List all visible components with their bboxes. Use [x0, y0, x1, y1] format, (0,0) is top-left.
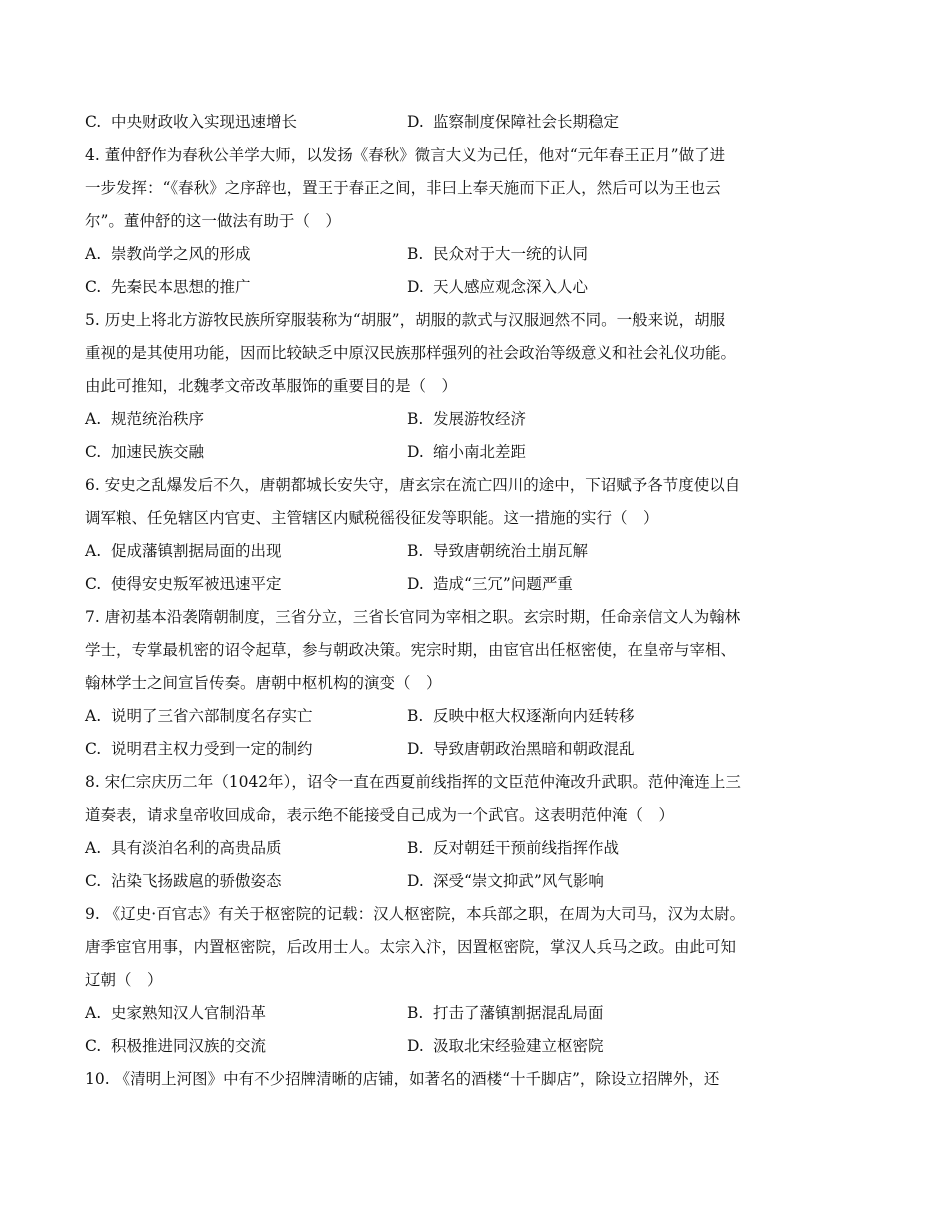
option-row — [85, 733, 885, 766]
option-d — [407, 568, 573, 601]
question-stem-line: 由此可推知，北魏孝文帝改革服饰的重要目的是（ ） — [85, 377, 458, 395]
option-text: 积极推进同汉族的交流 — [111, 1037, 267, 1055]
option-text: 促成藩镇割据局面的出现 — [111, 542, 282, 560]
question-stem-line: 学士，专掌最机密的诏令起草，参与朝政决策。宪宗时期，由宦官出任枢密使，在皇帝与宰相、 — [85, 641, 737, 659]
question-stem-line: 6. 安史之乱爆发后不久，唐朝都城长安失守，唐玄宗在流亡四川的途中，下诏赋予各节度使以自 — [85, 476, 741, 494]
option-text: 史家熟知汉人官制沿革 — [111, 1004, 267, 1022]
question-5 — [85, 304, 885, 469]
question-stem-line: 8. 宋仁宗庆历二年（1042年），诏令一直在西夏前线指挥的文臣范仲淹改升武职。范仲淹连上三 — [85, 773, 741, 791]
question-stem-line: 翰林学士之间宣旨传奏。唐朝中枢机构的演变（ ） — [85, 674, 442, 692]
option-text: 反对朝廷干预前线指挥作战 — [433, 839, 620, 857]
option-row — [85, 568, 885, 601]
option-row — [85, 832, 885, 865]
option-c — [85, 568, 407, 601]
option-row — [85, 271, 885, 304]
option-row — [85, 997, 885, 1030]
exam-page — [85, 106, 885, 1096]
question-4 — [85, 139, 885, 304]
option-d — [407, 436, 526, 469]
question-stem-line: 5. 历史上将北方游牧民族所穿服装称为“胡服”，胡服的款式与汉服迥然不同。一般来说，胡服 — [85, 311, 726, 329]
option-letter: A. — [85, 839, 102, 857]
option-text: 汲取北宋经验建立枢密院 — [433, 1037, 604, 1055]
option-letter: A. — [85, 542, 102, 560]
option-text: 造成“三冗”问题严重 — [433, 575, 573, 593]
option-a — [85, 403, 407, 436]
question-stem-line: 唐季宦官用事，内置枢密院，后改用士人。太宗入汴，因置枢密院，掌汉人兵马之政。由此可知 — [85, 938, 737, 956]
question-8 — [85, 766, 885, 898]
option-row — [85, 700, 885, 733]
question-stem-line: 辽朝（ ） — [85, 971, 163, 989]
option-c — [85, 106, 407, 139]
question-stem-line: 4. 董仲舒作为春秋公羊学大师，以发扬《春秋》微言大义为己任，他对“元年春王正月”做了进 — [85, 146, 726, 164]
option-letter: C. — [85, 872, 102, 890]
option-c — [85, 1030, 407, 1063]
option-b — [407, 700, 635, 733]
option-d — [407, 1030, 604, 1063]
option-a — [85, 238, 407, 271]
option-letter: D. — [407, 872, 424, 890]
option-b — [407, 403, 526, 436]
option-c — [85, 436, 407, 469]
question-7 — [85, 601, 885, 766]
option-letter: A. — [85, 707, 102, 725]
question-10-stem-line: 10. 《清明上河图》中有不少招牌清晰的店铺，如著名的酒楼“十千脚店”，除设立招牌外，还 — [85, 1070, 720, 1088]
option-text: 说明了三省六部制度名存实亡 — [111, 707, 313, 725]
option-row — [85, 1030, 885, 1063]
option-letter: C. — [85, 740, 102, 758]
option-letter: B. — [407, 839, 424, 857]
option-d — [407, 733, 635, 766]
option-letter: C. — [85, 443, 102, 461]
option-letter: D. — [407, 1037, 424, 1055]
option-text: 具有淡泊名利的高贵品质 — [111, 839, 282, 857]
option-row — [85, 238, 885, 271]
option-text: 反映中枢大权逐渐向内廷转移 — [433, 707, 635, 725]
option-d — [407, 106, 619, 139]
option-d — [407, 271, 588, 304]
option-letter: D. — [407, 113, 424, 131]
option-a — [85, 832, 407, 865]
option-text: 深受“崇文抑武”风气影响 — [433, 872, 604, 890]
option-text: 使得安史叛军被迅速平定 — [111, 575, 282, 593]
question-stem-line: 道奏表，请求皇帝收回成命，表示绝不能接受自己成为一个武官。这表明范仲淹（ ） — [85, 806, 675, 824]
option-letter: A. — [85, 410, 102, 428]
option-letter: D. — [407, 443, 424, 461]
option-text: 监察制度保障社会长期稳定 — [433, 113, 620, 131]
option-letter: A. — [85, 245, 102, 263]
option-text: 规范统治秩序 — [111, 410, 205, 428]
option-b — [407, 238, 588, 271]
option-text: 缩小南北差距 — [433, 443, 527, 461]
option-text: 先秦民本思想的推广 — [111, 278, 251, 296]
option-letter: C. — [85, 113, 102, 131]
question-stem-line: 调军粮、任免辖区内官吏、主管辖区内赋税徭役征发等职能。这一措施的实行（ ） — [85, 509, 659, 527]
option-b — [407, 832, 619, 865]
option-text: 发展游牧经济 — [433, 410, 527, 428]
option-letter: D. — [407, 575, 424, 593]
option-letter: C. — [85, 278, 102, 296]
option-text: 说明君主权力受到一定的制约 — [111, 740, 313, 758]
question-stem-line: 7. 唐初基本沿袭隋朝制度，三省分立，三省长官同为宰相之职。玄宗时期，任命亲信文人为翰林 — [85, 608, 741, 626]
question-stem-line: 重视的是其使用功能，因而比较缺乏中原汉民族那样强列的社会政治等级意义和社会礼仪功能。 — [85, 344, 737, 362]
option-c — [85, 865, 407, 898]
option-row — [85, 403, 885, 436]
option-letter: D. — [407, 740, 424, 758]
option-b — [407, 997, 604, 1030]
question-stem-line: 尔”。董仲舒的这一做法有助于（ ） — [85, 212, 341, 230]
option-text: 民众对于大一统的认同 — [433, 245, 589, 263]
option-letter: B. — [407, 707, 424, 725]
option-letter: B. — [407, 245, 424, 263]
option-row — [85, 436, 885, 469]
option-text: 崇教尚学之风的形成 — [111, 245, 251, 263]
option-letter: A. — [85, 1004, 102, 1022]
option-c — [85, 271, 407, 304]
option-letter: B. — [407, 410, 424, 428]
q3-option-row — [85, 106, 885, 139]
option-letter: B. — [407, 1004, 424, 1022]
option-a — [85, 997, 407, 1030]
option-letter: C. — [85, 575, 102, 593]
option-text: 导致唐朝统治土崩瓦解 — [433, 542, 589, 560]
option-text: 天人感应观念深入人心 — [433, 278, 589, 296]
option-letter: D. — [407, 278, 424, 296]
option-text: 沾染飞扬跋扈的骄傲姿态 — [111, 872, 282, 890]
option-text: 打击了藩镇割据混乱局面 — [433, 1004, 604, 1022]
option-d — [407, 865, 604, 898]
option-b — [407, 535, 588, 568]
option-c — [85, 733, 407, 766]
option-text: 导致唐朝政治黑暗和朝政混乱 — [433, 740, 635, 758]
question-6 — [85, 469, 885, 601]
option-text: 中央财政收入实现迅速增长 — [111, 113, 298, 131]
option-letter: B. — [407, 542, 424, 560]
option-a — [85, 700, 407, 733]
option-row — [85, 865, 885, 898]
option-a — [85, 535, 407, 568]
question-stem-line: 一步发挥：“《春秋》之序辞也，置王于春正之间，非曰上奉天施而下正人，然后可以为王也云 — [85, 179, 721, 197]
question-stem-line: 9. 《辽史·百官志》有关于枢密院的记载：汉人枢密院，本兵部之职，在周为大司马，汉为太尉。 — [85, 905, 746, 923]
question-9 — [85, 898, 885, 1063]
option-text: 加速民族交融 — [111, 443, 205, 461]
option-row — [85, 535, 885, 568]
option-letter: C. — [85, 1037, 102, 1055]
